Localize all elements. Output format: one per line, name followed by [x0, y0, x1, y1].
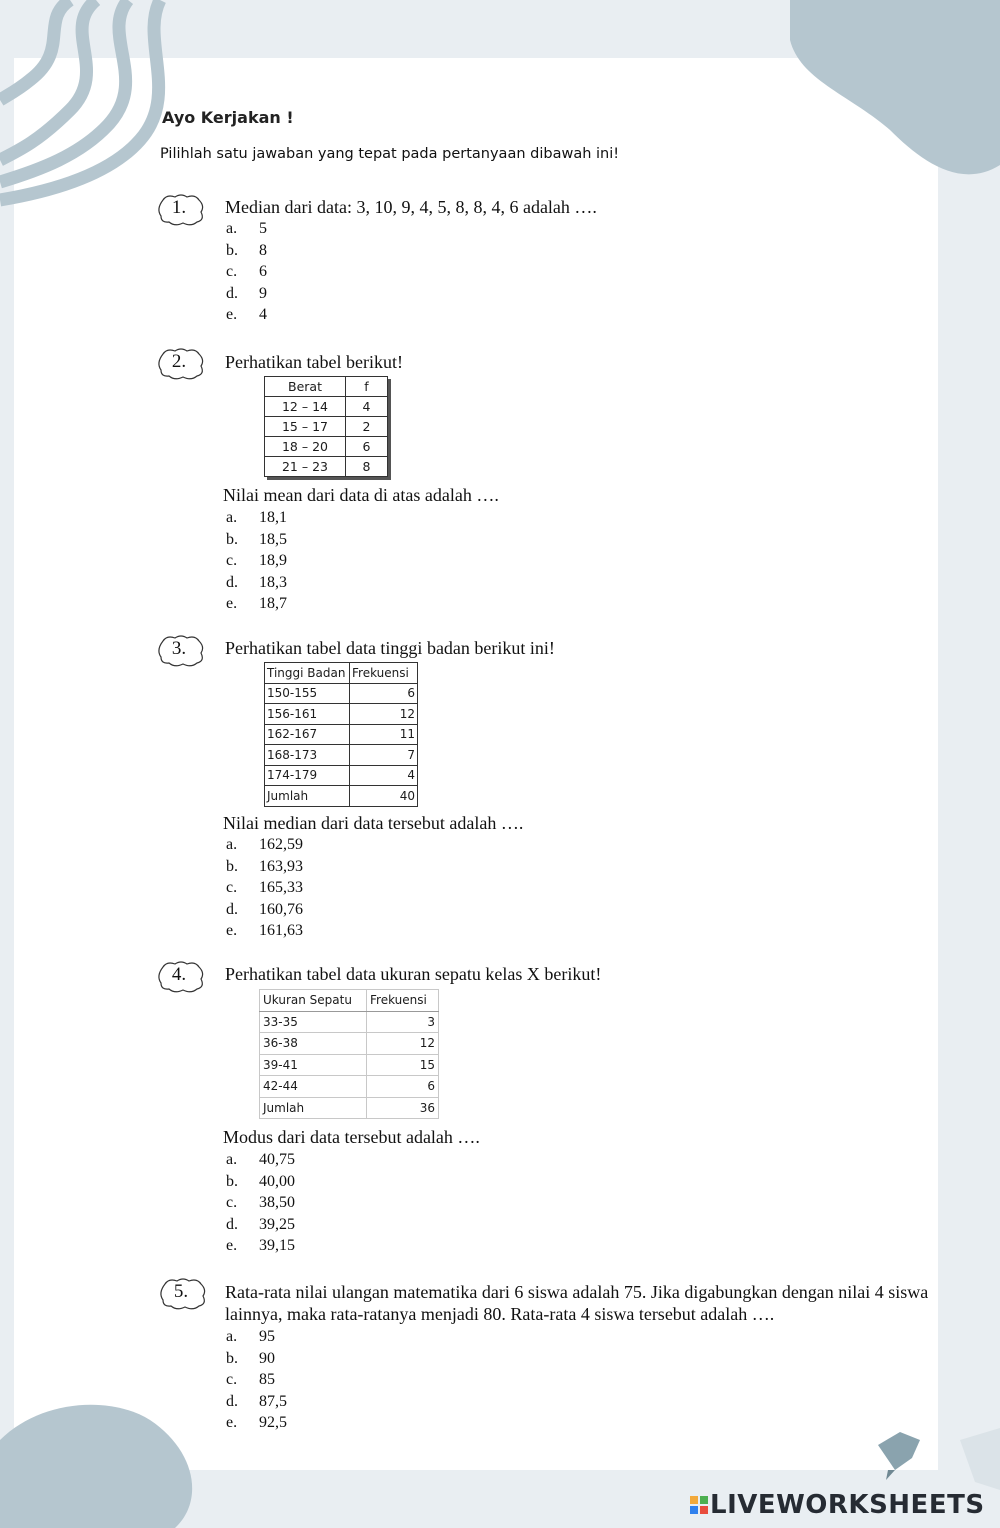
- question-number: 4.: [171, 964, 187, 985]
- option-c[interactable]: c. 6: [226, 263, 267, 280]
- question-subtext: Nilai mean dari data di atas adalah ….: [223, 485, 499, 505]
- option-e[interactable]: e. 39,15: [226, 1237, 295, 1254]
- table-header: Frekuensi: [350, 663, 418, 684]
- table-row: 33-35 3: [260, 1011, 439, 1033]
- option-a[interactable]: a. 40,75: [226, 1151, 295, 1168]
- question-text: Median dari data: 3, 10, 9, 4, 5, 8, 8, 4, 6 adalah ….: [225, 197, 597, 217]
- option-e[interactable]: e. 92,5: [226, 1414, 287, 1431]
- question-text: Perhatikan tabel data tinggi badan berikut ini!: [225, 638, 555, 658]
- page-sheet: [14, 58, 938, 1470]
- table-row: 156-161 12: [265, 704, 418, 725]
- option-e[interactable]: e. 161,63: [226, 922, 303, 939]
- question-text: Perhatikan tabel berikut!: [225, 352, 403, 372]
- option-e[interactable]: e. 4: [226, 306, 267, 323]
- table-row: 162-167 11: [265, 724, 418, 745]
- instructions: Pilihlah satu jawaban yang tepat pada pertanyaan dibawah ini!: [160, 146, 620, 162]
- question-subtext: Modus dari data tersebut adalah ….: [223, 1127, 480, 1147]
- table-row: 174-179 4: [265, 765, 418, 786]
- option-c[interactable]: c. 165,33: [226, 879, 303, 896]
- question-number-badge: [155, 633, 207, 669]
- table-row: 150-155 6: [265, 683, 418, 704]
- option-a[interactable]: a. 18,1: [226, 509, 287, 526]
- table-row: 18 – 20 6: [265, 437, 388, 457]
- pen-decoration: [878, 1428, 1000, 1490]
- question-number: 1.: [171, 197, 187, 218]
- option-d[interactable]: d. 39,25: [226, 1215, 295, 1233]
- table-row: 36-38 12: [260, 1033, 439, 1055]
- table-row: Jumlah 36: [260, 1097, 439, 1119]
- option-d[interactable]: d. 18,3: [226, 573, 287, 591]
- page-heading: Ayo Kerjakan !: [162, 108, 294, 127]
- options-list: [226, 507, 287, 615]
- option-c[interactable]: c. 85: [226, 1371, 275, 1388]
- options-list: [226, 834, 303, 942]
- table-row: 15 – 17 2: [265, 417, 388, 437]
- option-a[interactable]: a. 162,59: [226, 836, 303, 853]
- option-b[interactable]: b. 90: [226, 1349, 275, 1367]
- data-table-tinggi-badan: [264, 662, 418, 807]
- table-row: 21 – 23 8: [265, 457, 388, 477]
- option-a[interactable]: a. 5: [226, 220, 267, 237]
- options-list: [226, 218, 267, 326]
- table-row: Jumlah 40: [265, 786, 418, 807]
- question-text: Rata-rata nilai ulangan matematika dari 6 siswa adalah 75. Jika digabungkan dengan nilai 4 siswa lainnya, maka rata-ratanya menjadi 80. Rata-rata 4 siswa tersebut adalah ….: [225, 1282, 929, 1324]
- table-header: Berat: [265, 377, 346, 397]
- option-c[interactable]: c. 38,50: [226, 1194, 295, 1211]
- option-b[interactable]: b. 163,93: [226, 857, 303, 875]
- liveworksheets-grid-icon: [690, 1496, 708, 1514]
- table-header: Tinggi Badan: [265, 663, 350, 684]
- table-row: 39-41 15: [260, 1054, 439, 1076]
- question-number: 5.: [173, 1281, 189, 1302]
- option-b[interactable]: b. 8: [226, 241, 267, 259]
- data-table-berat: [264, 376, 388, 477]
- liveworksheets-logo[interactable]: [690, 1490, 985, 1520]
- question-subtext: Nilai median dari data tersebut adalah ….: [223, 813, 524, 833]
- option-d[interactable]: d. 160,76: [226, 900, 303, 918]
- option-e[interactable]: e. 18,7: [226, 595, 287, 612]
- table-row: 42-44 6: [260, 1076, 439, 1098]
- table-row: 12 – 14 4: [265, 397, 388, 417]
- question-text: Perhatikan tabel data ukuran sepatu kelas X berikut!: [225, 964, 602, 984]
- question-number-badge: [155, 346, 207, 382]
- question-number: 3.: [171, 638, 187, 659]
- option-c[interactable]: c. 18,9: [226, 552, 287, 569]
- option-d[interactable]: d. 9: [226, 284, 267, 302]
- option-a[interactable]: a. 95: [226, 1328, 275, 1345]
- watermark-text: LIVEWORKSHEETS: [710, 1490, 985, 1520]
- option-b[interactable]: b. 40,00: [226, 1172, 295, 1190]
- data-table-ukuran-sepatu: [259, 989, 439, 1119]
- options-list: [226, 1326, 287, 1434]
- option-b[interactable]: b. 18,5: [226, 530, 287, 548]
- table-header: f: [346, 377, 388, 397]
- question-number-badge: [157, 1276, 209, 1312]
- table-row: 168-173 7: [265, 745, 418, 766]
- option-d[interactable]: d. 87,5: [226, 1392, 287, 1410]
- question-number-badge: [155, 192, 207, 228]
- table-header: Ukuran Sepatu: [260, 990, 367, 1012]
- table-header: Frekuensi: [367, 990, 439, 1012]
- question-number: 2.: [171, 351, 187, 372]
- options-list: [226, 1149, 295, 1257]
- question-number-badge: [155, 959, 207, 995]
